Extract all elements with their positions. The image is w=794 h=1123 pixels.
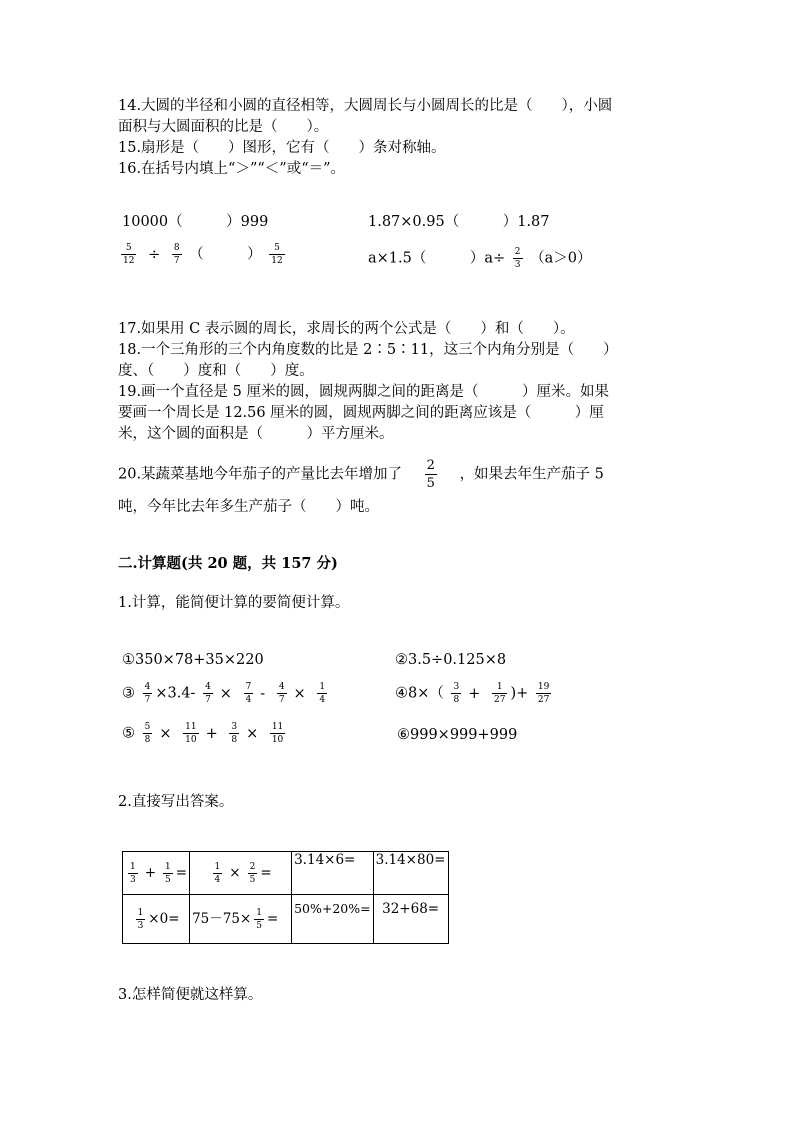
q14-line1: 14.大圆的半径和小圆的直径相等，大圆周长与小圆周长的比是（ ），小圆 (118, 98, 613, 114)
fraction: $\frac{2}{5}$ (426, 458, 435, 491)
problem-1: 1.计算，能简便计算的要简便计算。 (118, 595, 350, 611)
expr-4: ④8×（ $\frac{3}{8}$ + $\frac{1}{27}$ )+ $\frac{19}{27}$ (395, 682, 550, 705)
table-cell: 3.14×6= (292, 852, 374, 895)
q19-line2: 要画一个周长是 12.56 厘米的圆，圆规两脚之间的距离应该是（ ）厘 (118, 405, 604, 421)
expr-2: ②3.5÷0.125×8 (395, 652, 507, 668)
problem-2: 2.直接写出答案。 (118, 794, 234, 810)
fraction: $\frac{8}{7}$ (173, 243, 180, 266)
table-cell: $\frac{1}{3}$ + $\frac{1}{5}$ = (123, 852, 190, 895)
table-cell: $\frac{1}{3}$ ×0= (123, 895, 190, 944)
q16: 16.在括号内填上“＞”“＜”或“＝”。 (118, 161, 346, 177)
table-cell: 75－75× $\frac{1}{5}$ = (190, 895, 292, 944)
fraction: $\frac{5}{12}$ (123, 243, 135, 266)
q18-line1: 18.一个三角形的三个内角度数的比是 2∶5∶11，这三个内角分别是（ ） (118, 342, 618, 358)
q20-line2: 吨，今年比去年多生产茄子（ ）吨。 (118, 499, 379, 515)
expr-6: ⑥999×999+999 (397, 727, 518, 743)
compare-1: 10000（ ）999 (122, 214, 269, 230)
fraction: $\frac{5}{12}$ (271, 243, 283, 266)
problem-3: 3.怎样简便就这样算。 (118, 987, 263, 1003)
q19-line1: 19.画一个直径是 5 厘米的圆，圆规两脚之间的距离是（ ）厘米。如果 (118, 384, 610, 400)
q14-line2: 面积与大圆面积的比是（ ）。 (118, 119, 329, 135)
q17: 17.如果用 C 表示圆的周长，求周长的两个公式是（ ）和（ ）。 (118, 321, 575, 337)
expr-1: ①350×78+35×220 (122, 652, 264, 668)
compare-4: a×1.5（ ）a÷ $\frac{2}{3}$ （a＞0） (368, 247, 592, 270)
table-cell: 50%+20%= (292, 895, 374, 944)
compare-3: $\frac{5}{12}$ ÷ $\frac{8}{7}$ （ ） $\frac{5}{12}$ (123, 243, 283, 266)
q15: 15.扇形是（ ）图形，它有（ ）条对称轴。 (118, 140, 446, 156)
table-cell: 3.14×80= (373, 852, 448, 895)
table-cell: 32+68= (373, 895, 448, 944)
expr-3: ③ $\frac{4}{7}$ ×3.4- $\frac{4}{7}$ × $\frac{7}{4}$ - $\frac{4}{7}$ × $\frac{1}{4}$ (122, 682, 326, 705)
q20-line1: 20.某蔬菜基地今年茄子的产量比去年增加了 $\frac{2}{5}$ ，如果去年生产茄子 5 (118, 458, 604, 491)
compare-2: 1.87×0.95（ ）1.87 (368, 214, 550, 230)
fraction: $\frac{2}{3}$ (514, 247, 521, 270)
q19-line3: 米，这个圆的面积是（ ）平方厘米。 (118, 426, 394, 442)
table-cell: $\frac{1}{4}$ × $\frac{2}{5}$ = (190, 852, 292, 895)
answer-table (122, 851, 449, 944)
expr-5: ⑤ $\frac{5}{8}$ × $\frac{11}{10}$ + $\frac{3}{8}$ × $\frac{11}{10}$ (122, 722, 284, 745)
q18-line2: 度、（ ）度和（ ）度。 (118, 363, 314, 379)
section-title: 二.计算题(共 20 题，共 157 分) (118, 555, 338, 572)
